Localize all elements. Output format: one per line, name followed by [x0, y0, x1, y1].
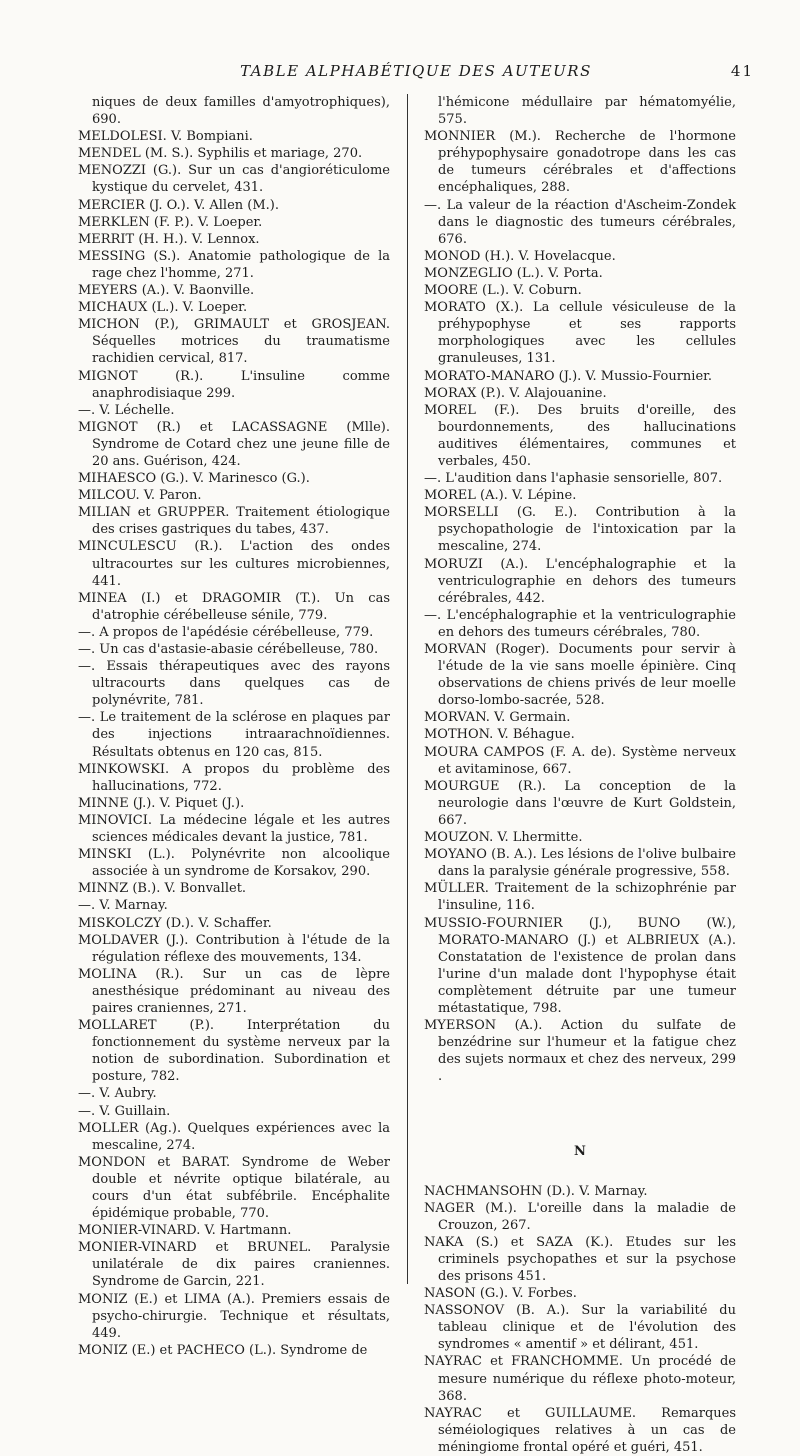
index-entry: MONIER-VINARD. V. Hartmann.: [78, 1223, 292, 1239]
index-entry: MONIZ (E.) et PACHECO (L.). Syndrome de: [78, 1342, 368, 1358]
index-entry: —. V. Léchelle.: [78, 402, 175, 418]
index-entry: MOREL (F.). Des bruits d'oreille, des bourdonnements, des hallucinations auditives élémentaires, communes et verbales, 450.: [424, 402, 736, 469]
index-entry: NAYRAC et GUILLAUME. Remarques séméiologiques relatives à un cas de méningiome frontal opéré et guéri, 451.: [424, 1405, 736, 1455]
index-entry: NAGER (M.). L'oreille dans la maladie de Crouzon, 267.: [424, 1200, 736, 1233]
index-entry: MONIER-VINARD et BRUNEL. Paralysie unilatérale de dix paires craniennes. Syndrome de Garcin, 221.: [78, 1240, 390, 1290]
index-entry: —. Essais thérapeutiques avec des rayons ultracourts dans quelques cas de polynévrite, 781.: [78, 659, 390, 709]
index-entry: NAYRAC et FRANCHOMME. Un procédé de mesure numérique du réflexe photo-moteur, 368.: [424, 1354, 736, 1404]
left-column: [78, 94, 390, 1456]
index-entry: MISKOLCZY (D.). V. Schaffer.: [78, 915, 272, 931]
page-header: [78, 60, 754, 88]
index-entry: MINNE (J.). V. Piquet (J.).: [78, 795, 245, 811]
index-entry: MIHAESCO (G.). V. Marinesco (G.).: [78, 471, 310, 487]
index-entry: MINEA (I.) et DRAGOMIR (T.). Un cas d'atrophie cérébelleuse sénile, 779.: [78, 590, 390, 623]
index-entry: —. A propos de l'apédésie cérébelleuse, 779.: [78, 624, 374, 640]
index-entry: NASON (G.). V. Forbes.: [424, 1286, 577, 1302]
index-entry: MOURA CAMPOS (F. A. de). Système nerveux et avitaminose, 667.: [424, 744, 736, 777]
index-entry: MOYANO (B. A.). Les lésions de l'olive bulbaire dans la paralysie générale progressive, 558.: [424, 847, 736, 880]
right-column: [424, 94, 736, 1456]
index-entry: MIGNOT (R.) et LACASSAGNE (Mlle). Syndrome de Cotard chez une jeune fille de 20 ans. Guérison, 424.: [78, 419, 390, 469]
index-entry: MÜLLER. Traitement de la schizophrénie par l'insuline, 116.: [424, 881, 736, 914]
index-entry: MOORE (L.). V. Coburn.: [424, 283, 582, 299]
index-entry: MEYERS (A.). V. Baonville.: [78, 283, 255, 299]
index-entry: MOLINA (R.). Sur un cas de lèpre anesthésique prédominant au niveau des paires craniennes, 271.: [78, 966, 390, 1016]
index-entry: MOTHON. V. Béhague.: [424, 727, 575, 743]
index-entry: —. La valeur de la réaction d'Ascheim-Zondek dans le diagnostic des tumeurs cérébrales, 676.: [424, 197, 736, 247]
running-title: TABLE ALPHABÉTIQUE DES AUTEURS: [240, 62, 592, 80]
index-entry: MYERSON (A.). Action du sulfate de benzédrine sur l'humeur et la fatigue chez des sujets normaux et chez des nerveux, 299 .: [424, 1018, 736, 1085]
index-entry: MERKLEN (F. P.). V. Loeper.: [78, 214, 263, 230]
index-entry: MINKOWSKI. A propos du problème des hallucinations, 772.: [78, 761, 390, 794]
index-entry: MINSKI (L.). Polynévrite non alcoolique associée à un syndrome de Korsakov, 290.: [78, 847, 390, 880]
index-entry: MORUZI (A.). L'encéphalographie et la ventriculographie en dehors des tumeurs cérébrales, 442.: [424, 556, 736, 606]
index-entry: —. V. Aubry.: [78, 1086, 157, 1102]
index-entry: —. Le traitement de la sclérose en plaques par des injections intraarachnoïdiennes. Résultats obtenus en 120 cas, 815.: [78, 710, 390, 760]
index-entry: MORAX (P.). V. Alajouanine.: [424, 385, 607, 401]
index-entry: MELDOLESI. V. Bompiani.: [78, 129, 253, 145]
index-entry: MUSSIO-FOURNIER (J.), BUNO (W.), MORATO-MANARO (J.) et ALBRIEUX (A.). Constatation de l'existence de prolan dans l'urine d'un malade dont l'hypophyse était complètement détruite par une tumeur métastatique, 798.: [424, 915, 736, 1016]
section-n-entries: [424, 1183, 736, 1456]
index-entry: NAKA (S.) et SAZA (K.). Etudes sur les criminels psychopathes et sur la psychose des prisons 451.: [424, 1234, 736, 1284]
index-entry: MESSING (S.). Anatomie pathologique de la rage chez l'homme, 271.: [78, 248, 390, 281]
index-entry: MONOD (H.). V. Hovelacque.: [424, 248, 616, 264]
index-entry: l'hémicone médullaire par hématomyélie, 575.: [438, 95, 736, 128]
index-entry: MOUZON. V. Lhermitte.: [424, 830, 583, 846]
index-entry: —. Un cas d'astasie-abasie cérébelleuse, 780.: [78, 642, 379, 657]
index-entry: MORSELLI (G. E.). Contribution à la psychopathologie de l'intoxication par la mescaline, 274.: [424, 505, 736, 555]
page-number: 41: [730, 62, 754, 80]
index-entry: MICHAUX (L.). V. Loeper.: [78, 300, 248, 316]
index-entry: MOREL (A.). V. Lépine.: [424, 488, 577, 504]
index-entry: MOURGUE (R.). La conception de la neurologie dans l'œuvre de Kurt Goldstein, 667.: [424, 778, 736, 828]
index-entry: NASSONOV (B. A.). Sur la variabilité du tableau clinique et de l'évolution des syndromes « amentif » et délirant, 451.: [424, 1303, 736, 1353]
index-entry: MINNZ (B.). V. Bonvallet.: [78, 881, 247, 897]
index-entry: MILCOU. V. Paron.: [78, 488, 202, 504]
index-entry: MICHON (P.), GRIMAULT et GROSJEAN. Séquelles motrices du traumatisme rachidien cervical, 817.: [78, 317, 390, 367]
index-entry: MONNIER (M.). Recherche de l'hormone préhypophysaire gonadotrope dans les cas de tumeurs cérébrales et d'affections encéphaliques, 288.: [424, 129, 736, 196]
index-entry: MORVAN. V. Germain.: [424, 710, 571, 726]
index-entry: MILIAN et GRUPPER. Traitement étiologique des crises gastriques du tabes, 437.: [78, 505, 390, 538]
index-entry: MOLLARET (P.). Interprétation du fonctionnement du système nerveux par la notion de subordination. Subordination et posture, 782.: [78, 1018, 390, 1085]
index-entry: —. L'audition dans l'aphasie sensorielle, 807.: [424, 471, 723, 487]
index-entry: MONZEGLIO (L.). V. Porta.: [424, 265, 603, 281]
index-entry: niques de deux familles d'amyotrophiques), 690.: [92, 95, 390, 128]
section-letter-n: N: [574, 1144, 586, 1160]
index-entry: MOLDAVER (J.). Contribution à l'étude de la régulation réflexe des mouvements, 134.: [78, 932, 390, 965]
index-entry: —. L'encéphalographie et la ventriculographie en dehors des tumeurs cérébrales, 780.: [424, 607, 736, 640]
section-m-continued: [424, 94, 736, 1085]
index-entry: MORATO (X.). La cellule vésiculeuse de la préhypophyse et ses rapports morphologiques avec les cellules granuleuses, 131.: [424, 300, 736, 367]
index-entry: MENOZZI (G.). Sur un cas d'angioréticulome kystique du cervelet, 431.: [78, 163, 390, 196]
index-entry: MERRIT (H. H.). V. Lennox.: [78, 231, 260, 247]
index-entry: MENDEL (M. S.). Syphilis et mariage, 270.: [78, 146, 363, 162]
index-entry: MOLLER (Ag.). Quelques expériences avec la mescaline, 274.: [78, 1120, 390, 1153]
index-entry: MORVAN (Roger). Documents pour servir à l'étude de la vie sans moelle épinière. Cinq observations de chiens privés de leur moelle dorso-lombo-sacrée, 528.: [424, 642, 736, 709]
index-entry: MONIZ (E.) et LIMA (A.). Premiers essais de psycho-chirurgie. Technique et résultats, 449.: [78, 1291, 390, 1341]
index-entry: MORATO-MANARO (J.). V. Mussio-Fournier.: [424, 368, 713, 384]
index-entry: MINCULESCU (R.). L'action des ondes ultracourtes sur les cultures microbiennes, 441.: [78, 539, 390, 589]
index-entry: MONDON et BARAT. Syndrome de Weber double et névrite optique bilatérale, au cours d'un état subfébrile. Encéphalite épidémique probable, 770.: [78, 1154, 390, 1222]
index-columns: [78, 94, 754, 1456]
index-entry: MERCIER (J. O.). V. Allen (M.).: [78, 197, 279, 213]
index-entry: MINOVICI. La médecine légale et les autres sciences médicales devant la justice, 781.: [78, 812, 390, 846]
index-entry: —. V. Marnay.: [78, 898, 168, 914]
index-entry: NACHMANSOHN (D.). V. Marnay.: [424, 1183, 648, 1199]
index-entry: —. V. Guillain.: [78, 1103, 171, 1119]
index-entry: MIGNOT (R.). L'insuline comme anaphrodisiaque 299.: [78, 368, 390, 401]
